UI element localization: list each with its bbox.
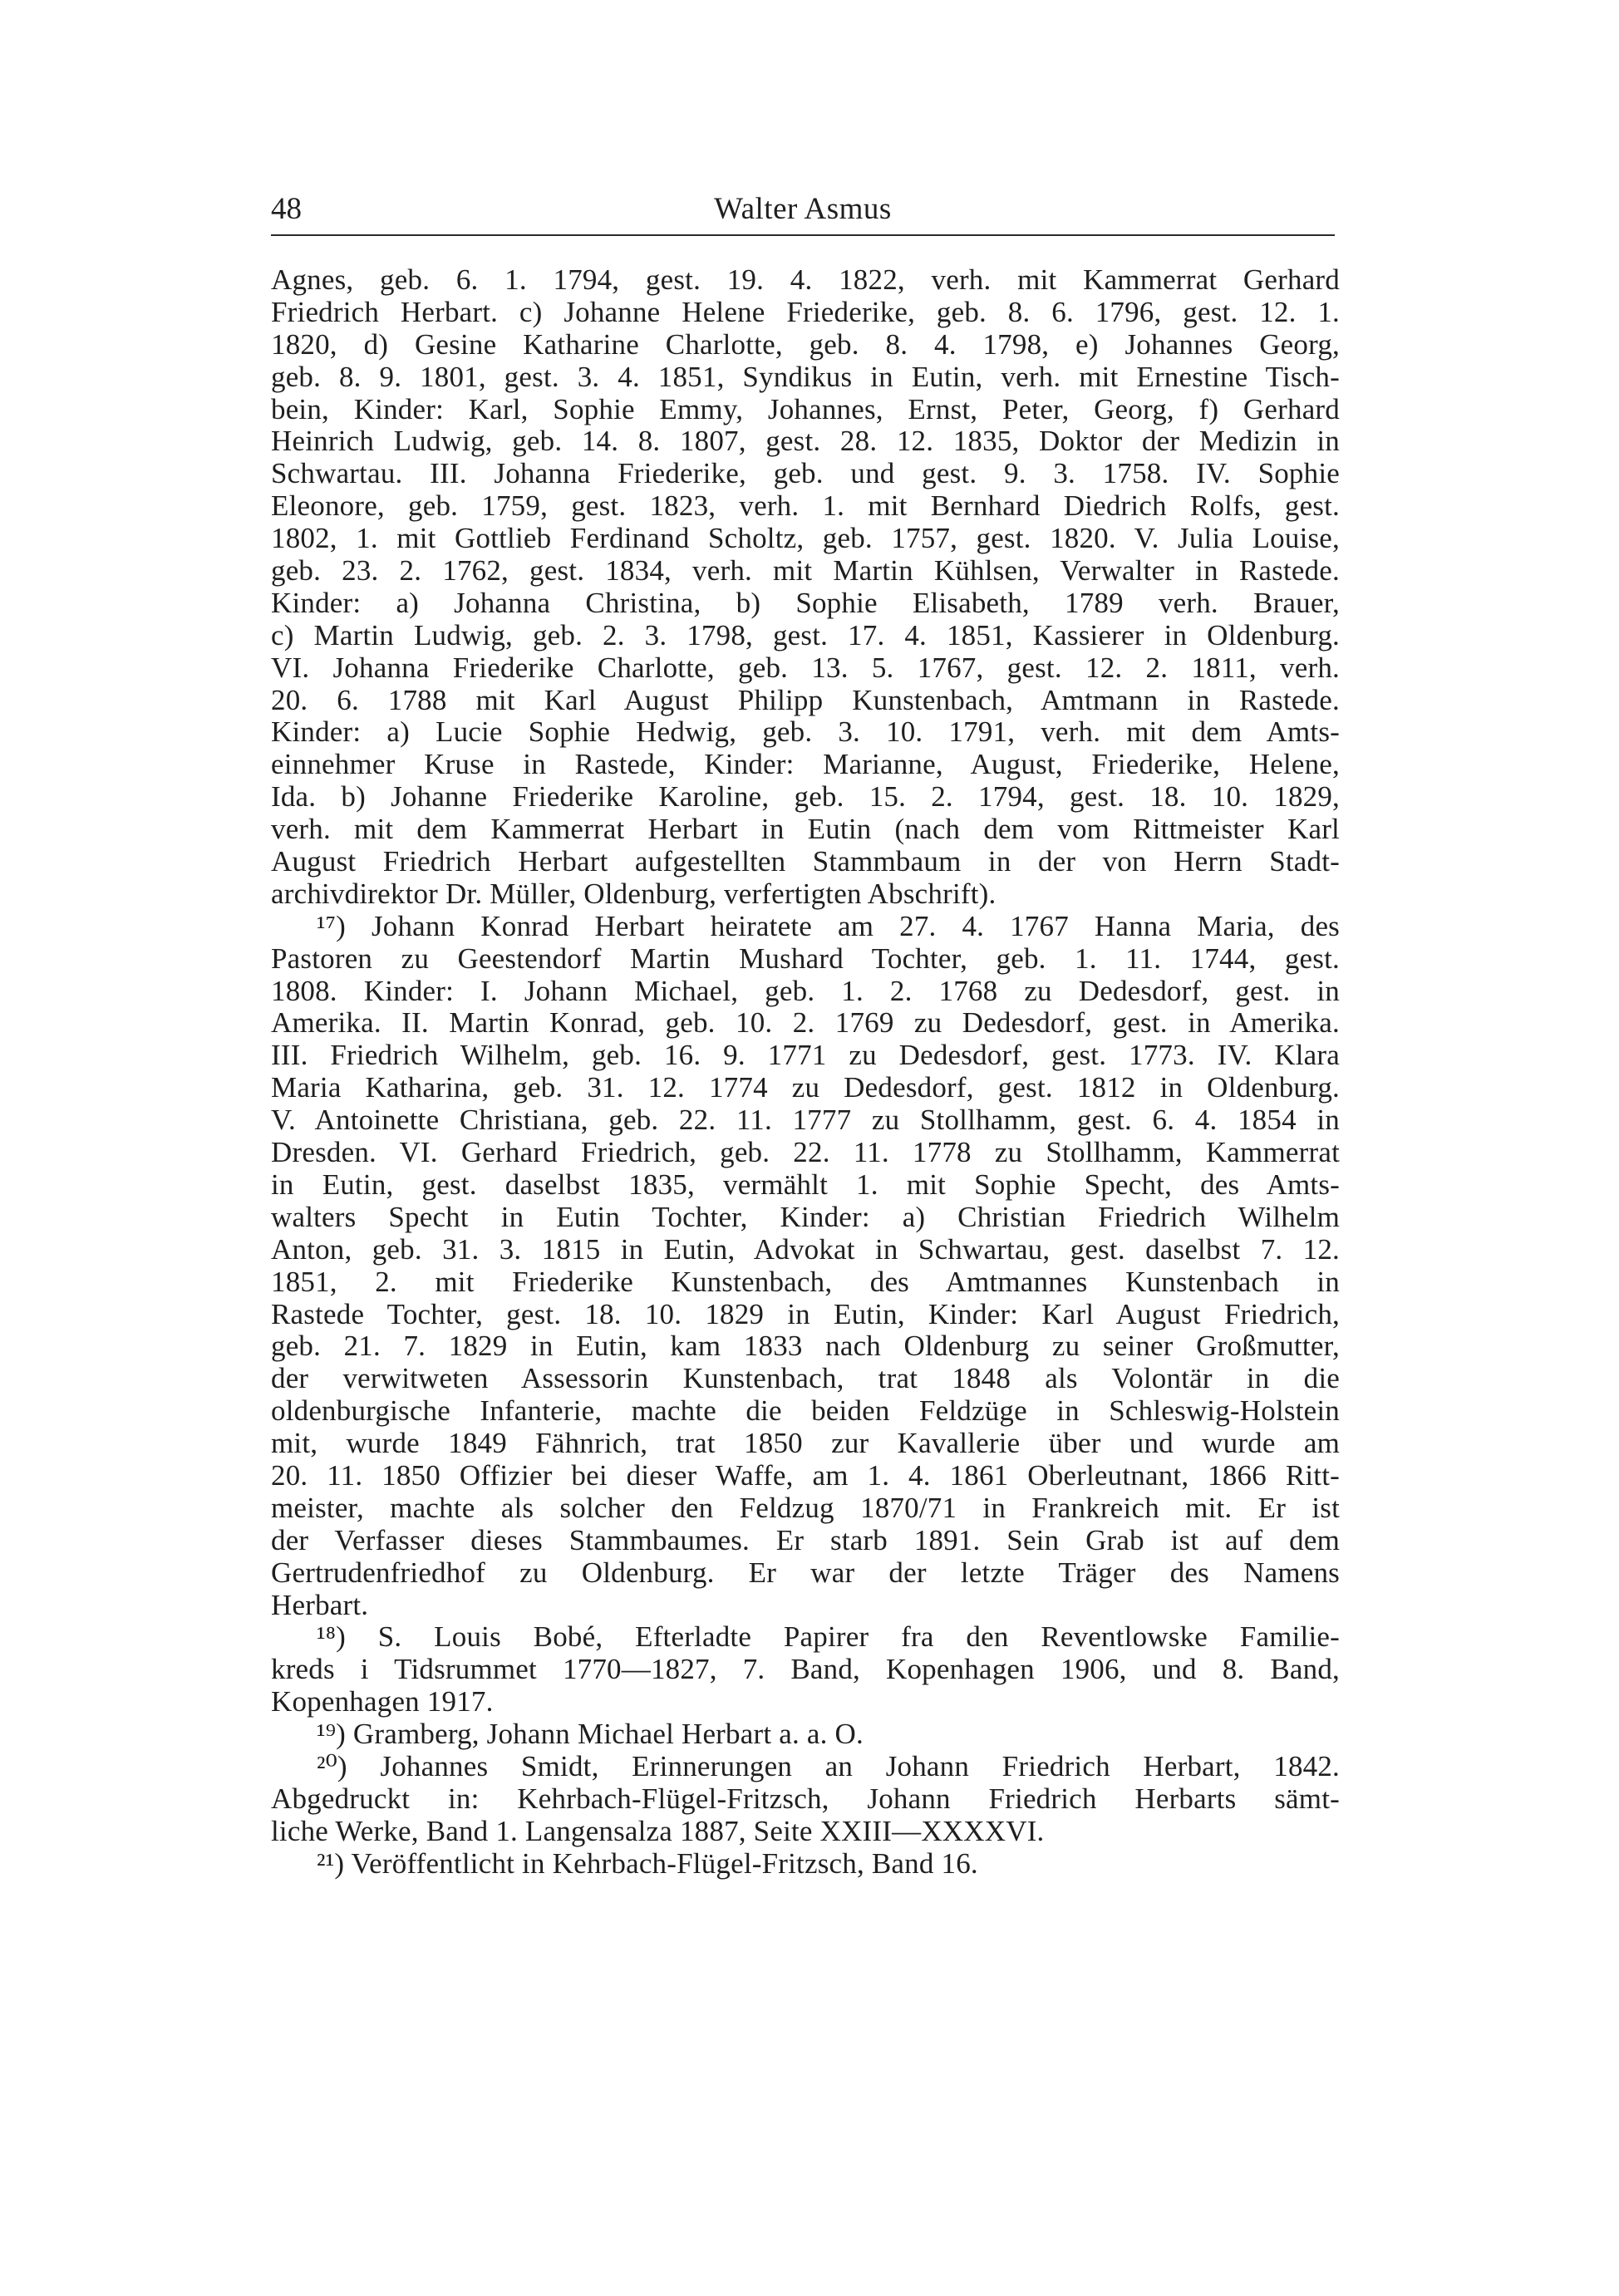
header-rule xyxy=(271,234,1335,236)
text-line: geb. 8. 9. 1801, gest. 3. 4. 1851, Syndikus in Eutin, verh. mit Ernestine Tisch- xyxy=(271,361,1340,393)
text-line: VI. Johanna Friederike Charlotte, geb. 13. 5. 1767, gest. 12. 2. 1811, verh. xyxy=(271,651,1340,684)
text-line: August Friedrich Herbart aufgestellten Stammbaum in der von Herrn Stadt- xyxy=(271,846,1340,878)
text-line: Anton, geb. 31. 3. 1815 in Eutin, Advokat in Schwartau, gest. daselbst 7. 12. xyxy=(271,1233,1340,1266)
text-line: Rastede Tochter, gest. 18. 10. 1829 in Eutin, Kinder: Karl August Friedrich, xyxy=(271,1298,1340,1330)
text-line: ¹⁹) Gramberg, Johann Michael Herbart a. a. O. xyxy=(317,1718,864,1751)
text-line: Ida. b) Johanne Friederike Karoline, geb. 15. 2. 1794, gest. 18. 10. 1829, xyxy=(271,781,1340,814)
page-number: 48 xyxy=(271,192,302,226)
text-line: 1802, 1. mit Gottlieb Ferdinand Scholtz, geb. 1757, gest. 1820. V. Julia Louise, xyxy=(271,523,1340,555)
text-line: mit, wurde 1849 Fähnrich, trat 1850 zur Kavallerie über und wurde am xyxy=(271,1428,1340,1460)
text-line: kreds i Tidsrummet 1770—1827, 7. Band, Kopenhagen 1906, und 8. Band, xyxy=(271,1654,1340,1686)
text-line: Kopenhagen 1917. xyxy=(271,1686,494,1718)
text-line: ¹⁸) S. Louis Bobé, Efterladte Papirer fra den Reventlowske Familie- xyxy=(317,1621,1340,1654)
text-line: Abgedruckt in: Kehrbach-Flügel-Fritzsch, Johann Friedrich Herbarts sämt- xyxy=(271,1782,1340,1815)
text-line: 1820, d) Gesine Katharine Charlotte, geb. 8. 4. 1798, e) Johannes Georg, xyxy=(271,328,1340,361)
text-line: Herbart. xyxy=(271,1589,369,1621)
text-line: archivdirektor Dr. Müller, Oldenburg, verfertigten Abschrift). xyxy=(271,878,996,910)
text-line: Dresden. VI. Gerhard Friedrich, geb. 22. 11. 1778 zu Stollhamm, Kammerrat xyxy=(271,1137,1340,1169)
text-line: ²¹) Veröffentlicht in Kehrbach-Flügel-Fritzsch, Band 16. xyxy=(317,1847,978,1880)
text-line: 1851, 2. mit Friederike Kunstenbach, des Amtmannes Kunstenbach in xyxy=(271,1266,1340,1298)
text-line: Pastoren zu Geestendorf Martin Mushard Tochter, geb. 1. 11. 1744, gest. xyxy=(271,942,1340,975)
text-line: Kinder: a) Johanna Christina, b) Sophie Elisabeth, 1789 verh. Brauer, xyxy=(271,587,1340,619)
page-header xyxy=(271,184,1335,234)
text-line: Kinder: a) Lucie Sophie Hedwig, geb. 3. 10. 1791, verh. mit dem Amts- xyxy=(271,716,1340,749)
text-line: 1808. Kinder: I. Johann Michael, geb. 1. 2. 1768 zu Dedesdorf, gest. in xyxy=(271,975,1340,1007)
text-line: 20. 11. 1850 Offizier bei dieser Waffe, am 1. 4. 1861 Oberleutnant, 1866 Ritt- xyxy=(271,1459,1340,1492)
running-head: Walter Asmus xyxy=(714,192,892,226)
text-line: einnehmer Kruse in Rastede, Kinder: Marianne, August, Friederike, Helene, xyxy=(271,749,1340,781)
text-line: c) Martin Ludwig, geb. 2. 3. 1798, gest. 17. 4. 1851, Kassierer in Oldenburg. xyxy=(271,619,1340,651)
text-line: bein, Kinder: Karl, Sophie Emmy, Johannes, Ernst, Peter, Georg, f) Gerhard xyxy=(271,393,1340,425)
text-line: Heinrich Ludwig, geb. 14. 8. 1807, gest. 28. 12. 1835, Doktor der Medizin in xyxy=(271,425,1340,458)
text-line: Eleonore, geb. 1759, gest. 1823, verh. 1. mit Bernhard Diedrich Rolfs, gest. xyxy=(271,490,1340,523)
text-line: Agnes, geb. 6. 1. 1794, gest. 19. 4. 1822, verh. mit Kammerrat Gerhard xyxy=(271,264,1340,296)
text-line: Friedrich Herbart. c) Johanne Helene Friederike, geb. 8. 6. 1796, gest. 12. 1. xyxy=(271,296,1340,328)
text-line: in Eutin, gest. daselbst 1835, vermählt 1. mit Sophie Specht, des Amts- xyxy=(271,1168,1340,1201)
text-line: geb. 21. 7. 1829 in Eutin, kam 1833 nach Oldenburg zu seiner Großmutter, xyxy=(271,1330,1340,1363)
text-line: ²⁰) Johannes Smidt, Erinnerungen an Johann Friedrich Herbart, 1842. xyxy=(317,1750,1340,1782)
text-line: V. Antoinette Christiana, geb. 22. 11. 1777 zu Stollhamm, gest. 6. 4. 1854 in xyxy=(271,1104,1340,1137)
text-line: Amerika. II. Martin Konrad, geb. 10. 2. 1769 zu Dedesdorf, gest. in Amerika. xyxy=(271,1007,1340,1040)
text-line: 20. 6. 1788 mit Karl August Philipp Kunstenbach, Amtmann in Rastede. xyxy=(271,684,1340,716)
text-line: verh. mit dem Kammerrat Herbart in Eutin (nach dem vom Rittmeister Karl xyxy=(271,814,1340,846)
text-line: Maria Katharina, geb. 31. 12. 1774 zu Dedesdorf, gest. 1812 in Oldenburg. xyxy=(271,1072,1340,1104)
text-line: III. Friedrich Wilhelm, geb. 16. 9. 1771 zu Dedesdorf, gest. 1773. IV. Klara xyxy=(271,1040,1340,1072)
text-line: ¹⁷) Johann Konrad Herbart heiratete am 27. 4. 1767 Hanna Maria, des xyxy=(317,910,1340,942)
text-line: Schwartau. III. Johanna Friederike, geb. und gest. 9. 3. 1758. IV. Sophie xyxy=(271,458,1340,490)
text-line: geb. 23. 2. 1762, gest. 1834, verh. mit Martin Kühlsen, Verwalter in Rastede. xyxy=(271,555,1340,588)
text-line: liche Werke, Band 1. Langensalza 1887, Seite XXIII—XXXXVI. xyxy=(271,1815,1045,1847)
body-text xyxy=(271,264,1340,1881)
text-line: oldenburgische Infanterie, machte die beiden Feldzüge in Schleswig-Holstein xyxy=(271,1395,1340,1428)
text-line: der Verfasser dieses Stammbaumes. Er starb 1891. Sein Grab ist auf dem xyxy=(271,1524,1340,1556)
text-line: der verwitweten Assessorin Kunstenbach, trat 1848 als Volontär in die xyxy=(271,1363,1340,1395)
text-line: walters Specht in Eutin Tochter, Kinder: a) Christian Friedrich Wilhelm xyxy=(271,1201,1340,1233)
text-line: Gertrudenfriedhof zu Oldenburg. Er war der letzte Träger des Namens xyxy=(271,1556,1340,1589)
text-line: meister, machte als solcher den Feldzug 1870/71 in Frankreich mit. Er ist xyxy=(271,1492,1340,1524)
